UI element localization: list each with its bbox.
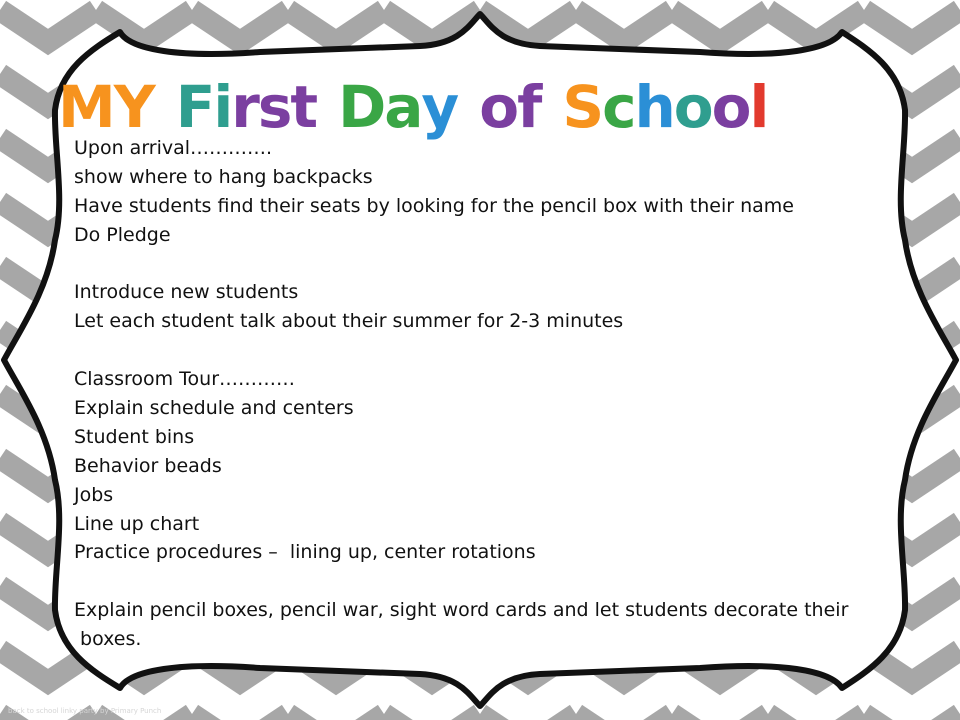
title-letter: a — [384, 73, 422, 141]
agenda-line: Have students find their seats by looking for the pencil box with their name — [74, 194, 794, 217]
page-title — [58, 70, 908, 144]
agenda-line: Explain schedule and centers — [74, 397, 354, 420]
agenda-line: Practice procedures – lining up, center rotations — [74, 541, 536, 564]
agenda-line: Let each student talk about their summer for 2-3 minutes — [74, 310, 624, 333]
title-letter: o — [479, 73, 518, 141]
agenda-line: Do Pledge — [74, 223, 171, 246]
agenda-line — [74, 250, 874, 279]
agenda-line: Upon arrival…………. — [74, 137, 273, 159]
title-letter: M — [58, 73, 114, 141]
agenda-line: Explain pencil boxes, pencil war, sight word cards and let students decorate their — [74, 599, 849, 622]
title-letter: D — [338, 73, 385, 141]
title-word — [562, 70, 767, 144]
agenda-line: Introduce new students — [74, 281, 299, 304]
title-letter: t — [290, 73, 317, 141]
title-letter: l — [749, 73, 768, 141]
title-letter: f — [517, 73, 541, 141]
agenda-line: show where to hang backpacks — [74, 165, 373, 188]
title-letter: i — [213, 73, 232, 141]
title-letter: S — [562, 73, 603, 141]
agenda-line — [74, 567, 874, 596]
agenda-line — [74, 336, 874, 365]
title-word — [479, 70, 540, 144]
title-letter: o — [673, 73, 712, 141]
title-word — [58, 70, 154, 144]
agenda-line: Line up chart — [74, 512, 200, 535]
title-letter: y — [421, 73, 458, 141]
title-letter: Y — [113, 73, 154, 141]
agenda-line: Behavior beads — [74, 454, 222, 477]
title-letter: h — [634, 73, 674, 141]
title-letter: c — [602, 73, 635, 141]
title-letter: o — [711, 73, 750, 141]
title-letter: s — [257, 73, 291, 141]
title-word — [176, 70, 316, 144]
footer-credit: back to school linky party by Primary Punch — [8, 707, 162, 715]
agenda-line: boxes. — [74, 628, 142, 651]
agenda-text — [74, 134, 874, 654]
title-word — [338, 70, 457, 144]
agenda-line: Student bins — [74, 425, 195, 448]
title-letter: F — [175, 73, 214, 141]
title-letter: r — [231, 73, 258, 141]
agenda-line: Jobs — [74, 483, 114, 506]
agenda-line: Classroom Tour………… — [74, 368, 296, 391]
